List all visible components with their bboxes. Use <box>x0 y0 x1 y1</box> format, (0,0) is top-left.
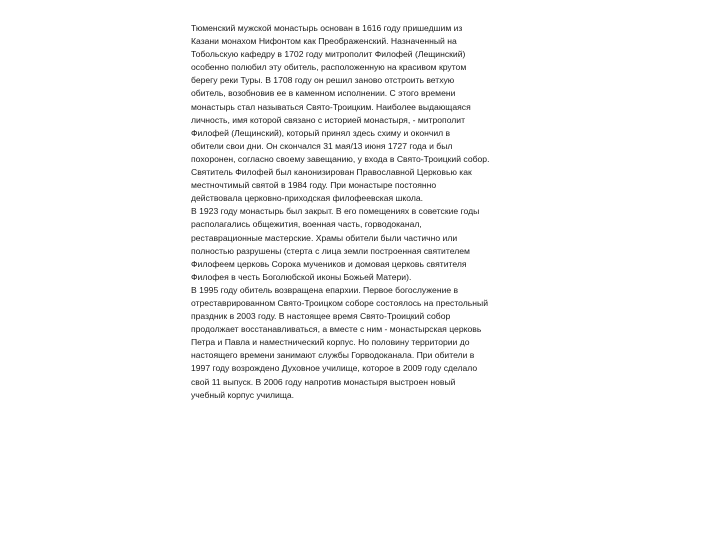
text-line: свой 11 выпуск. В 2006 году напротив монастыря выстроен новый <box>191 376 456 387</box>
text-line: полностью разрушены (стерта с лица земли построенная святителем <box>191 245 470 256</box>
text-line: реставрационные мастерские. Храмы обители были частично или <box>191 232 458 243</box>
text-line: праздник в 2003 году. В настоящее время Свято-Троицкий собор <box>191 311 451 322</box>
text-line: Петра и Павла и наместнический корпус. Но половину территории до <box>191 337 470 348</box>
text-line: Филофея в честь Боголюбской иконы Божьей Матери). <box>191 271 412 282</box>
text-line: обитель, возобновив ее в каменном исполнении. С этого времени <box>191 88 456 99</box>
text-line: В 1923 году монастырь был закрыт. В его помещениях в советские годы <box>191 206 480 217</box>
text-line: настоящего времени занимают службы Горводоканала. При обители в <box>191 350 475 361</box>
text-line: монастырь стал называться Свято-Троицким. Наиболее выдающаяся <box>191 101 471 112</box>
text-line: Тюменский мужской монастырь основан в 1616 году пришедшим из <box>191 23 463 33</box>
text-line: личность, имя которой связано с историей монастыря, - митрополит <box>191 114 466 125</box>
text-line: Казани монахом Нифонтом как Преображенский. Назначенный на <box>191 36 457 47</box>
text-line: Святитель Филофей был канонизирован Православной Церковью как <box>191 167 472 178</box>
text-line: отреставрированном Свято-Троицком соборе состоялось на престольный <box>191 297 488 308</box>
text-line: Филофей (Лещинский), который принял здесь схиму и окончил в <box>191 127 451 138</box>
text-line: действовала церковно-приходская филофеевская школа. <box>191 193 424 204</box>
text-line: обители свои дни. Он скончался 31 мая/13 июня 1727 года и был <box>191 140 453 151</box>
text-line: Филофеем церковь Сорока мучеников и домовая церковь святителя <box>191 258 467 269</box>
text-line: похоронен, согласно своему завещанию, у входа в Свято-Троицкий собор. <box>191 153 490 164</box>
text-line: местночтимый святой в 1984 году. При монастыре постоянно <box>191 180 437 191</box>
text-line: продолжает восстанавливаться, а вместе с ним - монастырская церковь <box>191 324 482 335</box>
text-line: 1997 году возрождено Духовное училище, которое в 2009 году сделало <box>191 363 478 374</box>
text-line: берегу реки Туры. В 1708 году он решил заново отстроить ветхую <box>191 75 455 86</box>
text-line: располагались общежития, военная часть, горводоканал, <box>191 219 422 230</box>
body-text <box>191 22 551 402</box>
text-line: В 1995 году обитель возвращена епархии. Первое богослужение в <box>191 284 459 295</box>
text-line: учебный корпус училища. <box>191 389 295 400</box>
text-line: особенно полюбил эту обитель, расположенную на красивом крутом <box>191 62 467 73</box>
text-line: Тобольскую кафедру в 1702 году митрополит Филофей (Лещинский) <box>191 49 466 60</box>
